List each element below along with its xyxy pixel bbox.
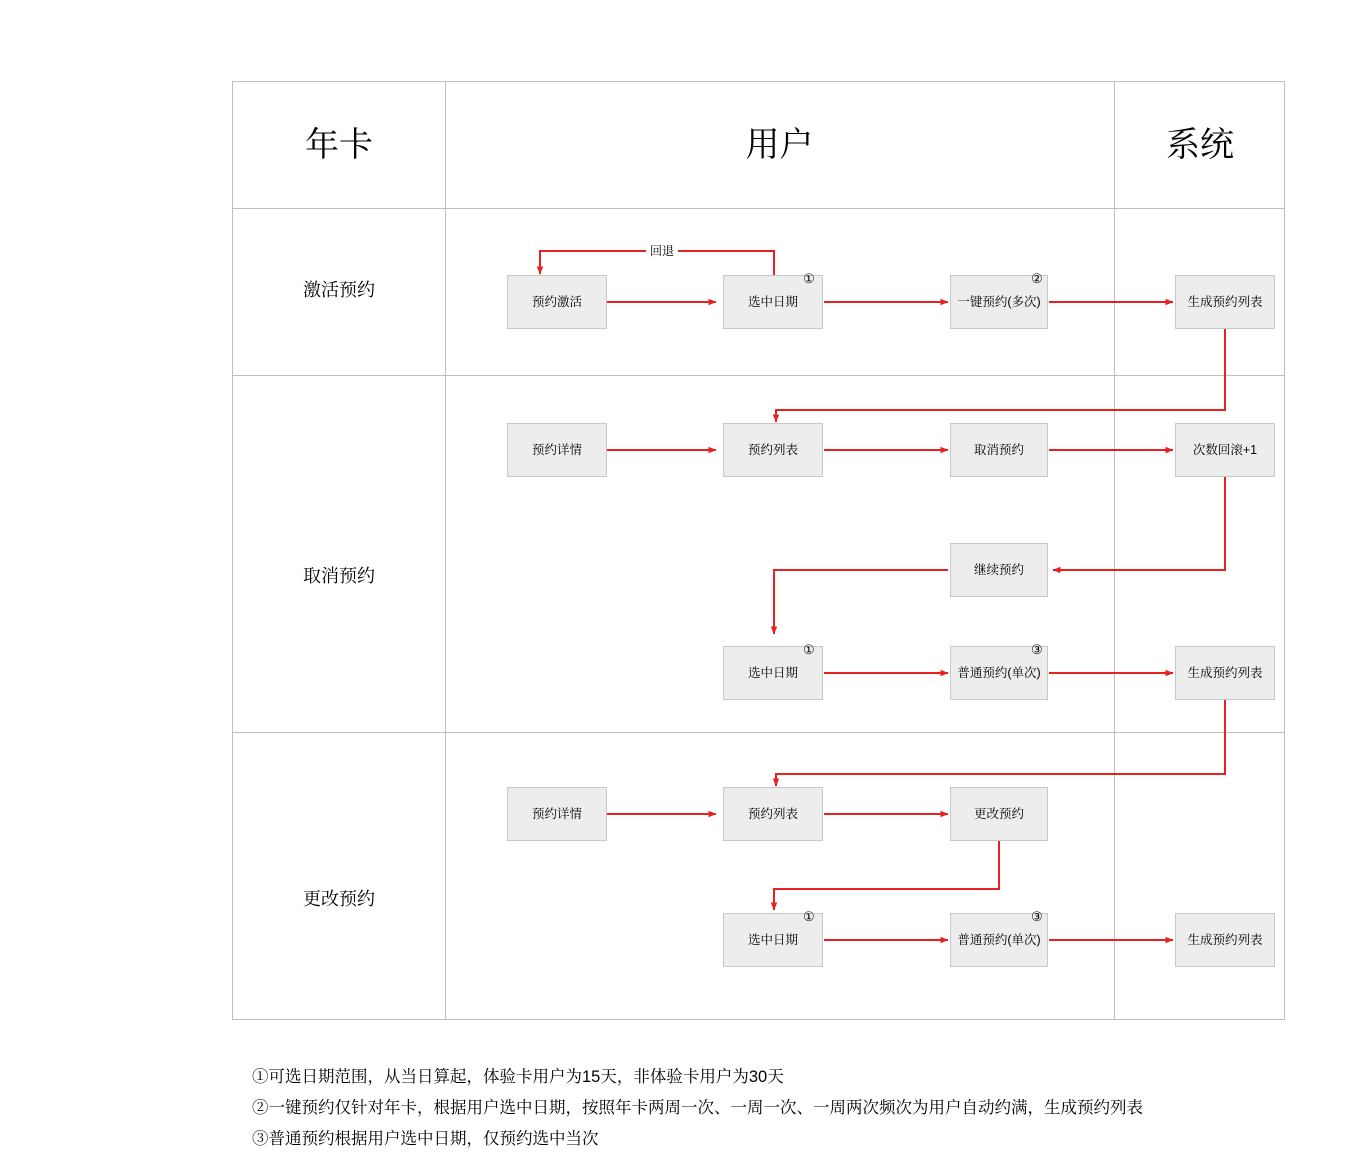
footnote-2: ②一键预约仅针对年卡，根据用户选中日期，按照年卡两周一次、一周一次、一周两次频次为用户自动约满，生成预约列表 (252, 1099, 1143, 1117)
badge-note-1b: ① (803, 642, 815, 657)
footnote-1: ①可选日期范围，从当日算起，体验卡用户为15天，非体验卡用户为30天 (252, 1068, 784, 1086)
lane-header-annual-card: 年卡 (305, 126, 373, 164)
node-select-date-2[interactable]: 选中日期 (723, 646, 823, 700)
row-label-cancel-booking: 取消预约 (303, 566, 375, 586)
lane-header-system: 系统 (1166, 126, 1234, 164)
node-generate-booking-list-3[interactable]: 生成预约列表 (1175, 913, 1275, 967)
edge-label-rollback: 回退 (646, 245, 678, 257)
node-booking-detail-1[interactable]: 预约详情 (507, 423, 607, 477)
lane-header-user: 用户 (745, 126, 814, 164)
row-divider-2 (233, 732, 1284, 733)
node-booking-list-1[interactable]: 预约列表 (723, 423, 823, 477)
lane-divider-1 (445, 82, 446, 1019)
row-divider-header (233, 208, 1284, 209)
node-normal-booking-2[interactable]: 普通预约(单次) (950, 913, 1048, 967)
row-label-change-booking: 更改预约 (303, 889, 375, 909)
node-generate-booking-list-2[interactable]: 生成预约列表 (1175, 646, 1275, 700)
footnote-3: ③普通预约根据用户选中日期，仅预约选中当次 (252, 1130, 599, 1148)
badge-note-1a: ① (803, 271, 815, 286)
node-booking-list-2[interactable]: 预约列表 (723, 787, 823, 841)
node-cancel-booking[interactable]: 取消预约 (950, 423, 1048, 477)
node-generate-booking-list-1[interactable]: 生成预约列表 (1175, 275, 1275, 329)
badge-note-1c: ① (803, 909, 815, 924)
badge-note-3b: ③ (1031, 909, 1043, 924)
node-select-date-1[interactable]: 选中日期 (723, 275, 823, 329)
node-normal-booking-1[interactable]: 普通预约(单次) (950, 646, 1048, 700)
badge-note-3a: ③ (1031, 642, 1043, 657)
lane-divider-2 (1114, 82, 1115, 1019)
node-select-date-3[interactable]: 选中日期 (723, 913, 823, 967)
node-booking-detail-2[interactable]: 预约详情 (507, 787, 607, 841)
badge-note-2: ② (1031, 271, 1043, 286)
node-change-booking[interactable]: 更改预约 (950, 787, 1048, 841)
row-divider-1 (233, 375, 1284, 376)
footnotes (252, 1062, 1352, 1155)
node-activate-booking[interactable]: 预约激活 (507, 275, 607, 329)
node-continue-booking[interactable]: 继续预约 (950, 543, 1048, 597)
row-label-activate-booking: 激活预约 (303, 280, 375, 300)
node-count-rollback[interactable]: 次数回滚+1 (1175, 423, 1275, 477)
swimlane-table (232, 81, 1285, 1020)
node-one-click-booking[interactable]: 一键预约(多次) (950, 275, 1048, 329)
